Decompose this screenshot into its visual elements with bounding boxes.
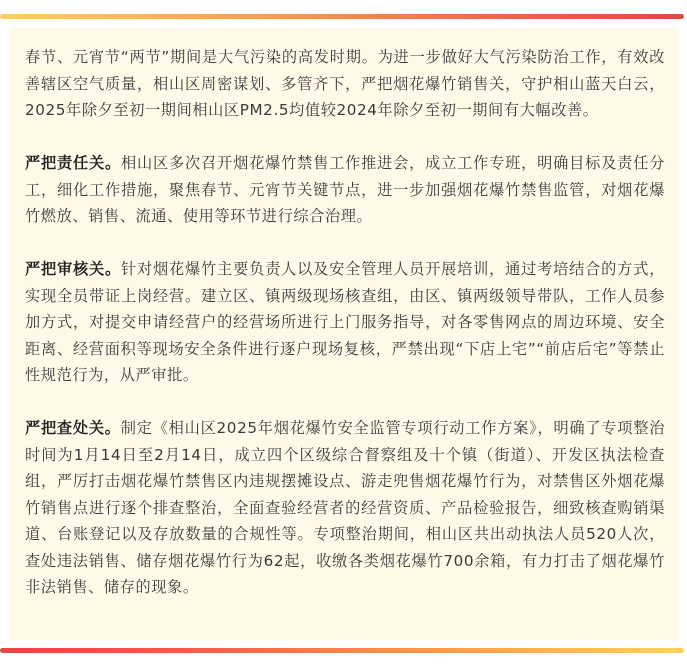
paragraph-text: 制定《相山区2025年烟花爆竹安全监管专项行动工作方案》，明确了专项整治时间为1月14日至2月14日，成立四个区级综合督察组及十个镇（街道）、开发区执法检查组，严厉打击烟花爆竹禁售区内违规摆摊设点、游走兜售烟花爆竹行为，对禁售区外烟花爆竹销售点进行逐个排查整治，全面查验经营者的经营资质、产品检验报告，细致核查购销渠道、台账登记以及存放数量的合规性等。专项整治期间，相山区共出动执法人员520人次，查处违法销售、储存烟花爆竹行为62起，收缴各类烟花爆竹700余箱，有力打击了烟花爆竹非法销售、储存的现象。 (25, 419, 665, 596)
article-card (9, 28, 679, 640)
review-paragraph (25, 256, 665, 389)
paragraph-lead: 严把责任关。 (25, 154, 122, 172)
intro-paragraph (25, 44, 665, 124)
paragraph-text: 针对烟花爆竹主要负责人以及安全管理人员开展培训，通过考培结合的方式，实现全员带证上岗经营。建立区、镇两级现场核查组，由区、镇两级领导带队，工作人员参加方式，对提交申请经营户的经营场所进行上门服务指导，对各零售网点的周边环境、安全距离、经营面积等现场安全条件进行逐户现场复核，严禁出现“下店上宅”“前店后宅”等禁止性规范行为，从严审批。 (25, 260, 665, 384)
bottom-decorative-bar (0, 648, 684, 653)
paragraph-lead: 严把查处关。 (25, 419, 121, 437)
paragraph-text: 春节、元宵节“两节”期间是大气污染的高发时期。为进一步做好大气污染防治工作，有效改善辖区空气质量，相山区周密谋划、多管齐下，严把烟花爆竹销售关，守护相山蓝天白云，2025年除夕至初一期间相山区PM2.5均值较2024年除夕至初一期间有大幅改善。 (25, 48, 665, 119)
paragraph-lead: 严把审核关。 (25, 260, 122, 278)
top-decorative-bar (0, 14, 684, 19)
enforcement-paragraph (25, 415, 665, 601)
responsibility-paragraph (25, 150, 665, 230)
paragraph-text: 相山区多次召开烟花爆竹禁售工作推进会，成立工作专班，明确目标及责任分工，细化工作措施，聚焦春节、元宵节关键节点，进一步加强烟花爆竹禁售监管，对烟花爆竹燃放、销售、流通、使用等环节进行综合治理。 (25, 154, 665, 225)
